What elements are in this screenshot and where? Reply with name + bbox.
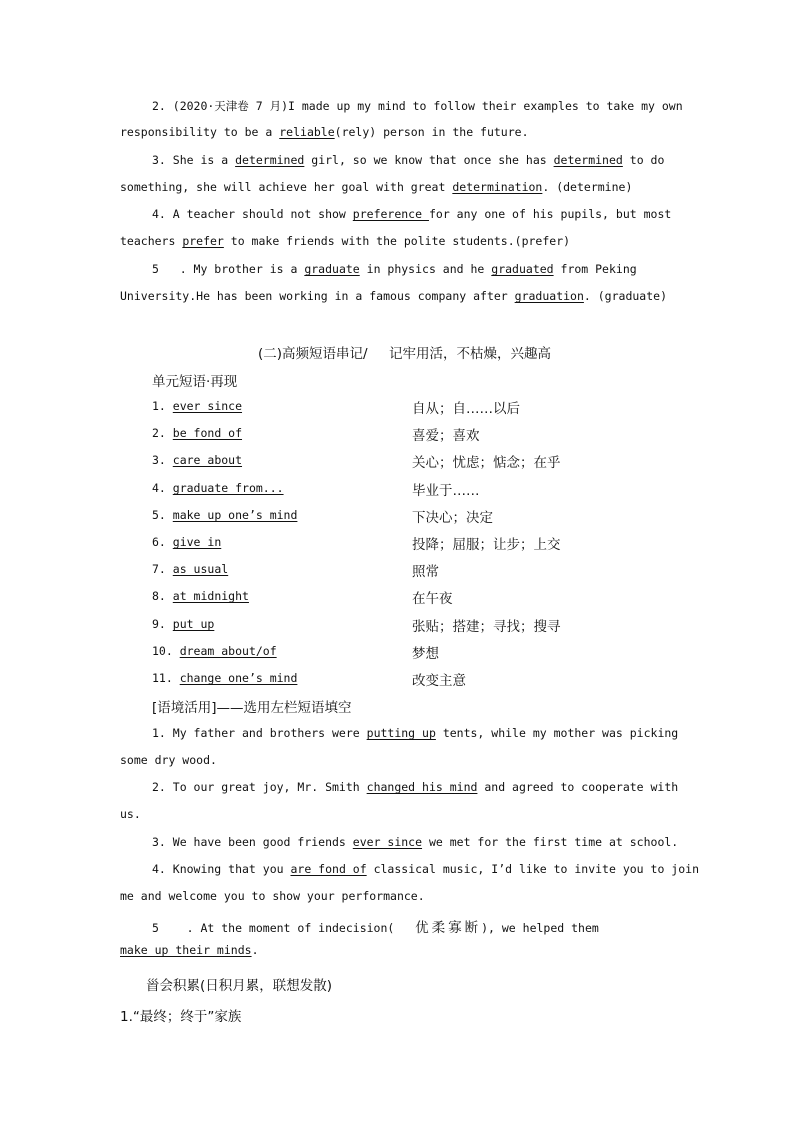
phrase-english: 2. be fond of bbox=[152, 426, 243, 440]
phrase-english: 11. change one’s mind bbox=[152, 671, 298, 685]
answer-blank: give in bbox=[172, 535, 222, 549]
exercise-1-line2: some dry wood. bbox=[120, 753, 217, 767]
answer-blank: as usual bbox=[172, 562, 229, 576]
phrase-chinese: 喜爱；喜欢 bbox=[412, 428, 480, 444]
exercise-5-line1: 5 . At the moment of indecision( 优柔寡断), we helped them bbox=[152, 920, 599, 936]
phrase-chinese: 关心；忧虑；惦念；在乎 bbox=[412, 455, 561, 471]
phrase-chinese: 张贴；搭建；寻找；搜寻 bbox=[412, 619, 561, 635]
section-subheading: 单元短语·再现 bbox=[152, 374, 238, 390]
item3-line2: something, she will achieve her goal with great determination. (determine) bbox=[120, 180, 633, 194]
item5-line2: University.He has been working in a famous company after graduation. (graduate) bbox=[120, 289, 667, 303]
exercise-3-line1: 3. We have been good friends ever since we met for the first time at school. bbox=[152, 835, 679, 849]
exercise-4-line1: 4. Knowing that you are fond of classical music, I’d like to invite you to join bbox=[152, 862, 699, 876]
phrase-chinese: 下决心；决定 bbox=[412, 510, 493, 526]
item4-line2: teachers prefer to make friends with the polite students.(prefer) bbox=[120, 234, 571, 248]
answer-blank: are fond of bbox=[290, 862, 367, 876]
answer-blank: graduate bbox=[304, 262, 360, 276]
answer-blank: prefer bbox=[182, 234, 224, 248]
answer-blank: care about bbox=[172, 453, 243, 467]
phrase-chinese: 自从；自……以后 bbox=[412, 401, 520, 417]
item3-line1: 3. She is a determined girl, so we know that once she has determined to do bbox=[152, 153, 665, 167]
answer-blank: be fond of bbox=[172, 426, 243, 440]
answer-blank: ever since bbox=[352, 835, 423, 849]
phrase-chinese: 投降；屈服；让步；上交 bbox=[412, 537, 561, 553]
answer-blank: determined bbox=[553, 153, 623, 167]
accumulation-item-1: 1.“最终；终于”家族 bbox=[120, 1009, 242, 1025]
phrase-english: 4. graduate from... bbox=[152, 481, 284, 495]
exercise-2-line1: 2. To our great joy, Mr. Smith changed his mind and agreed to cooperate with bbox=[152, 780, 679, 794]
phrase-chinese: 梦想 bbox=[412, 646, 439, 662]
phrase-english: 5. make up one’s mind bbox=[152, 508, 298, 522]
answer-blank: reliable bbox=[279, 125, 335, 139]
phrase-chinese: 在午夜 bbox=[412, 591, 453, 607]
phrase-english: 7. as usual bbox=[152, 562, 229, 576]
exercise-1-line1: 1. My father and brothers were putting up tents, while my mother was picking bbox=[152, 726, 679, 740]
answer-blank: ever since bbox=[172, 399, 243, 413]
phrase-english: 8. at midnight bbox=[152, 589, 249, 603]
accumulation-heading: ⻡会积累(日积月累，联想发散) bbox=[146, 978, 333, 994]
phrase-chinese: 改变主意 bbox=[412, 673, 466, 689]
phrase-english: 10. dream about/of bbox=[152, 644, 277, 658]
exercise-2-line2: us. bbox=[120, 807, 141, 821]
phrase-chinese: 照常 bbox=[412, 564, 439, 580]
answer-blank: determined bbox=[235, 153, 305, 167]
phrase-chinese: 毕业于…… bbox=[412, 483, 480, 499]
answer-blank: putting up bbox=[366, 726, 436, 740]
phrase-english: 1. ever since bbox=[152, 399, 243, 413]
answer-blank: make up their minds bbox=[120, 943, 252, 957]
section-heading: (二)高频短语串记/ 记牢用活，不枯燥，兴趣高 bbox=[258, 346, 552, 362]
answer-blank: dream about/of bbox=[179, 644, 277, 658]
item5-line1: 5 . My brother is a graduate in physics and he graduated from Peking bbox=[152, 262, 637, 276]
answer-blank: graduated bbox=[491, 262, 554, 276]
phrase-english: 6. give in bbox=[152, 535, 222, 549]
phrase-english: 9. put up bbox=[152, 617, 215, 631]
answer-blank: change one’s mind bbox=[179, 671, 298, 685]
answer-blank: put up bbox=[172, 617, 215, 631]
answer-blank: at midnight bbox=[172, 589, 249, 603]
item2-line1: 2. (2020·天津卷 7 月)I made up my mind to follow their examples to take my own bbox=[152, 99, 683, 113]
item4-line1: 4. A teacher should not show preference for any one of his pupils, but most bbox=[152, 207, 672, 221]
exercise-4-line2: me and welcome you to show your performance. bbox=[120, 889, 425, 903]
phrase-english: 3. care about bbox=[152, 453, 243, 467]
answer-blank: preference bbox=[352, 207, 429, 221]
answer-blank: make up one’s mind bbox=[172, 508, 298, 522]
answer-blank: changed his mind bbox=[366, 780, 478, 794]
answer-blank: graduation bbox=[514, 289, 584, 303]
answer-blank: determination bbox=[452, 180, 543, 194]
answer-blank: graduate from... bbox=[172, 481, 284, 495]
item2-line2: responsibility to be a reliable(rely) person in the future. bbox=[120, 125, 529, 139]
exercise-heading: [语境活用]——选用左栏短语填空 bbox=[152, 700, 352, 716]
exercise-5-line2: make up their minds. bbox=[120, 943, 259, 957]
